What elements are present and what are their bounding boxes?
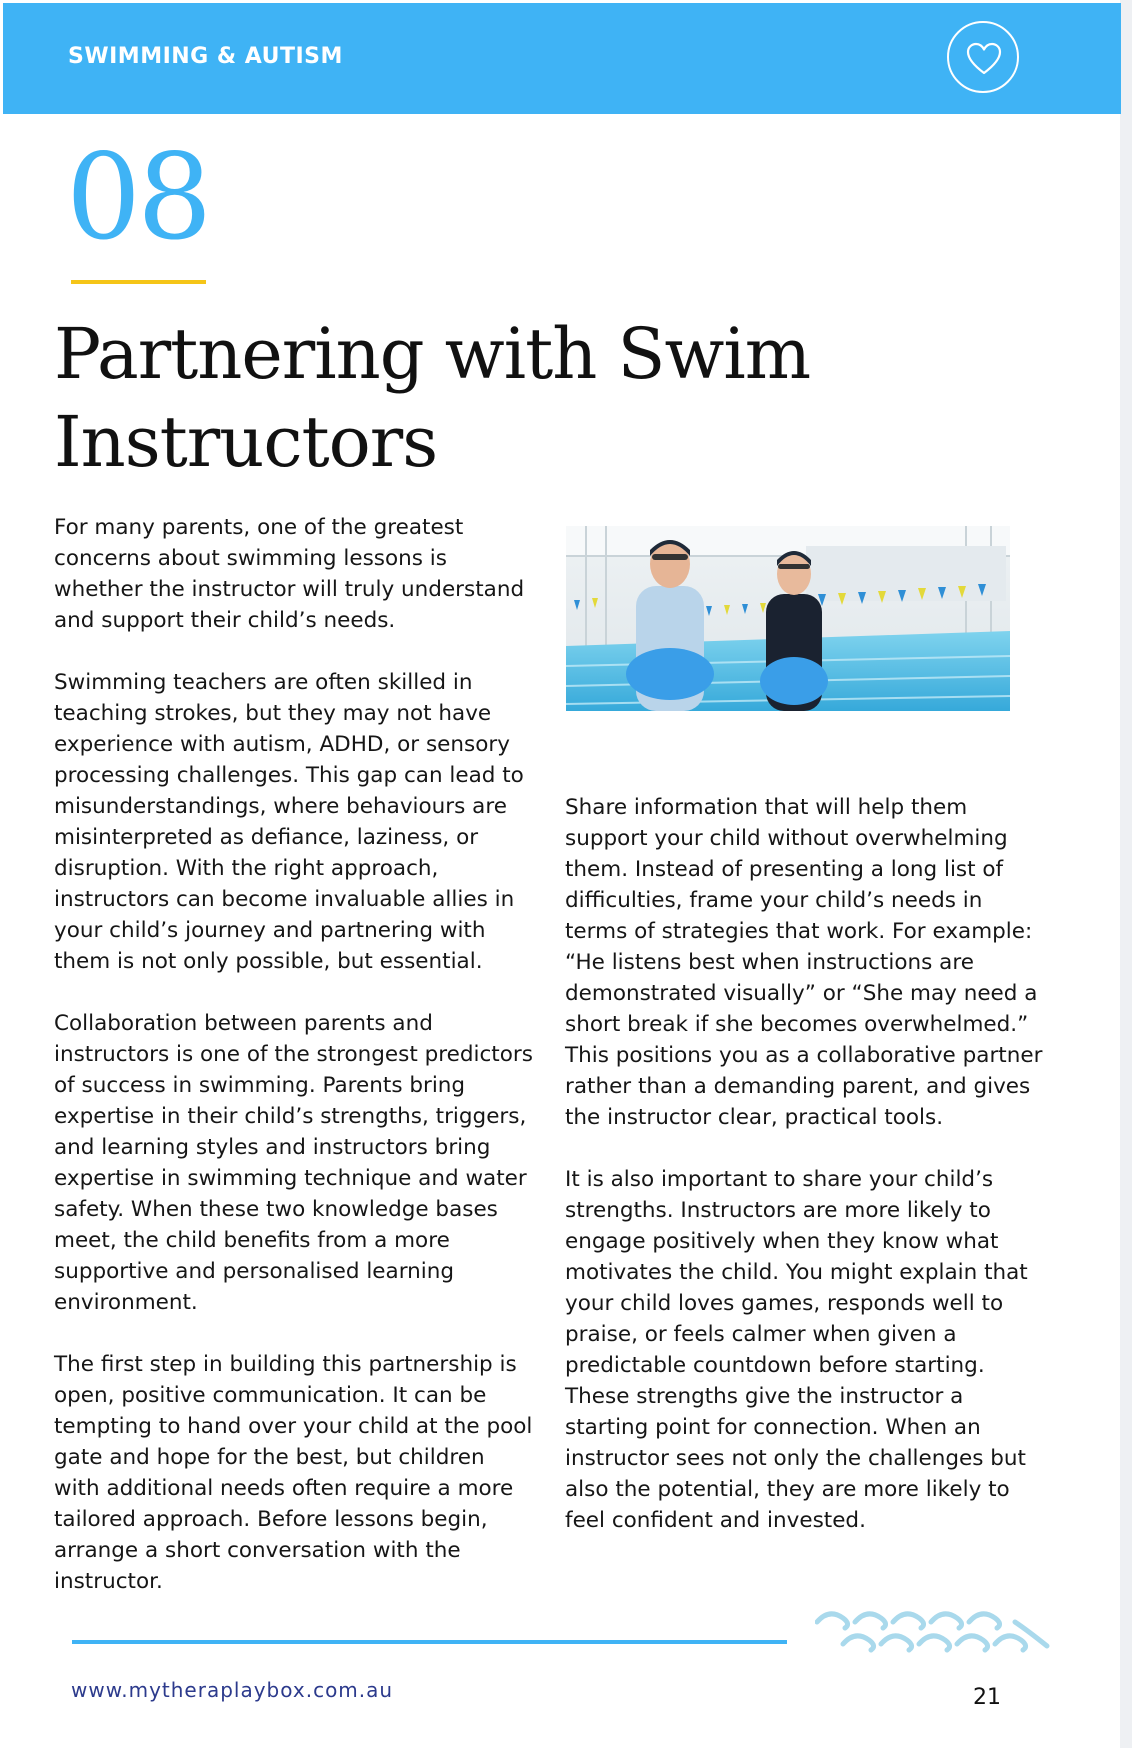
pool-photo: [566, 526, 1010, 711]
body-left-column: [54, 512, 534, 1628]
accent-rule: [71, 280, 206, 284]
heart-badge: [947, 21, 1019, 93]
paragraph: For many parents, one of the greatest concerns about swimming lessons is whether the instructor will truly understand and support their child’s needs.: [54, 515, 525, 633]
body-right-column: [565, 792, 1045, 1567]
waves-icon: [815, 1600, 1055, 1656]
page-number: 21: [973, 1685, 1001, 1710]
heart-icon: [966, 42, 1002, 76]
footer-rule: [72, 1640, 787, 1644]
paragraph: The first step in building this partnership is open, positive communication. It can be tempting to hand over your child at the pool gate and hope for the best, but children with additional needs often require a more tailored approach. Before lessons begin, arrange a short conversation with the instructor.: [54, 1352, 533, 1594]
header-title: SWIMMING & AUTISM: [68, 44, 343, 69]
footer-url[interactable]: www.mytheraplaybox.com.au: [71, 1678, 394, 1702]
paragraph: Collaboration between parents and instructors is one of the strongest predictors of success in swimming. Parents bring expertise in their child’s strengths, triggers, and learning styles and instructors bring expertise in swimming technique and water safety. When these two knowledge bases meet, the child benefits from a more supportive and personalised learning environment.: [54, 1011, 533, 1315]
paragraph: It is also important to share your child’s strengths. Instructors are more likely to engage positively when they know what motivates the child. You might explain that your child loves games, responds well to praise, or feels calmer when given a predictable countdown before starting. These strengths give the instructor a starting point for connection. When an instructor sees not only the challenges but also the potential, they are more likely to feel confident and invested.: [565, 1167, 1028, 1533]
chapter-number: 08: [66, 128, 209, 266]
page-title: Partnering with Swim Instructors: [54, 313, 811, 483]
paragraph: Swimming teachers are often skilled in teaching strokes, but they may not have experience with autism, ADHD, or sensory processing challenges. This gap can lead to misunderstandings, where behaviours are misinterpreted as defiance, laziness, or disruption. With the right approach, instructors can become invaluable allies in your child’s journey and partnering with them is not only possible, but essential.: [54, 670, 524, 974]
paragraph: Share information that will help them support your child without overwhelming them. Instead of presenting a long list of difficulties, frame your child’s needs in terms of strategies that work. For example: “He listens best when instructions are demonstrated visually” or “She may need a short break if she becomes overwhelmed.” This positions you as a collaborative partner rather than a demanding parent, and gives the instructor clear, practical tools.: [565, 795, 1043, 1130]
